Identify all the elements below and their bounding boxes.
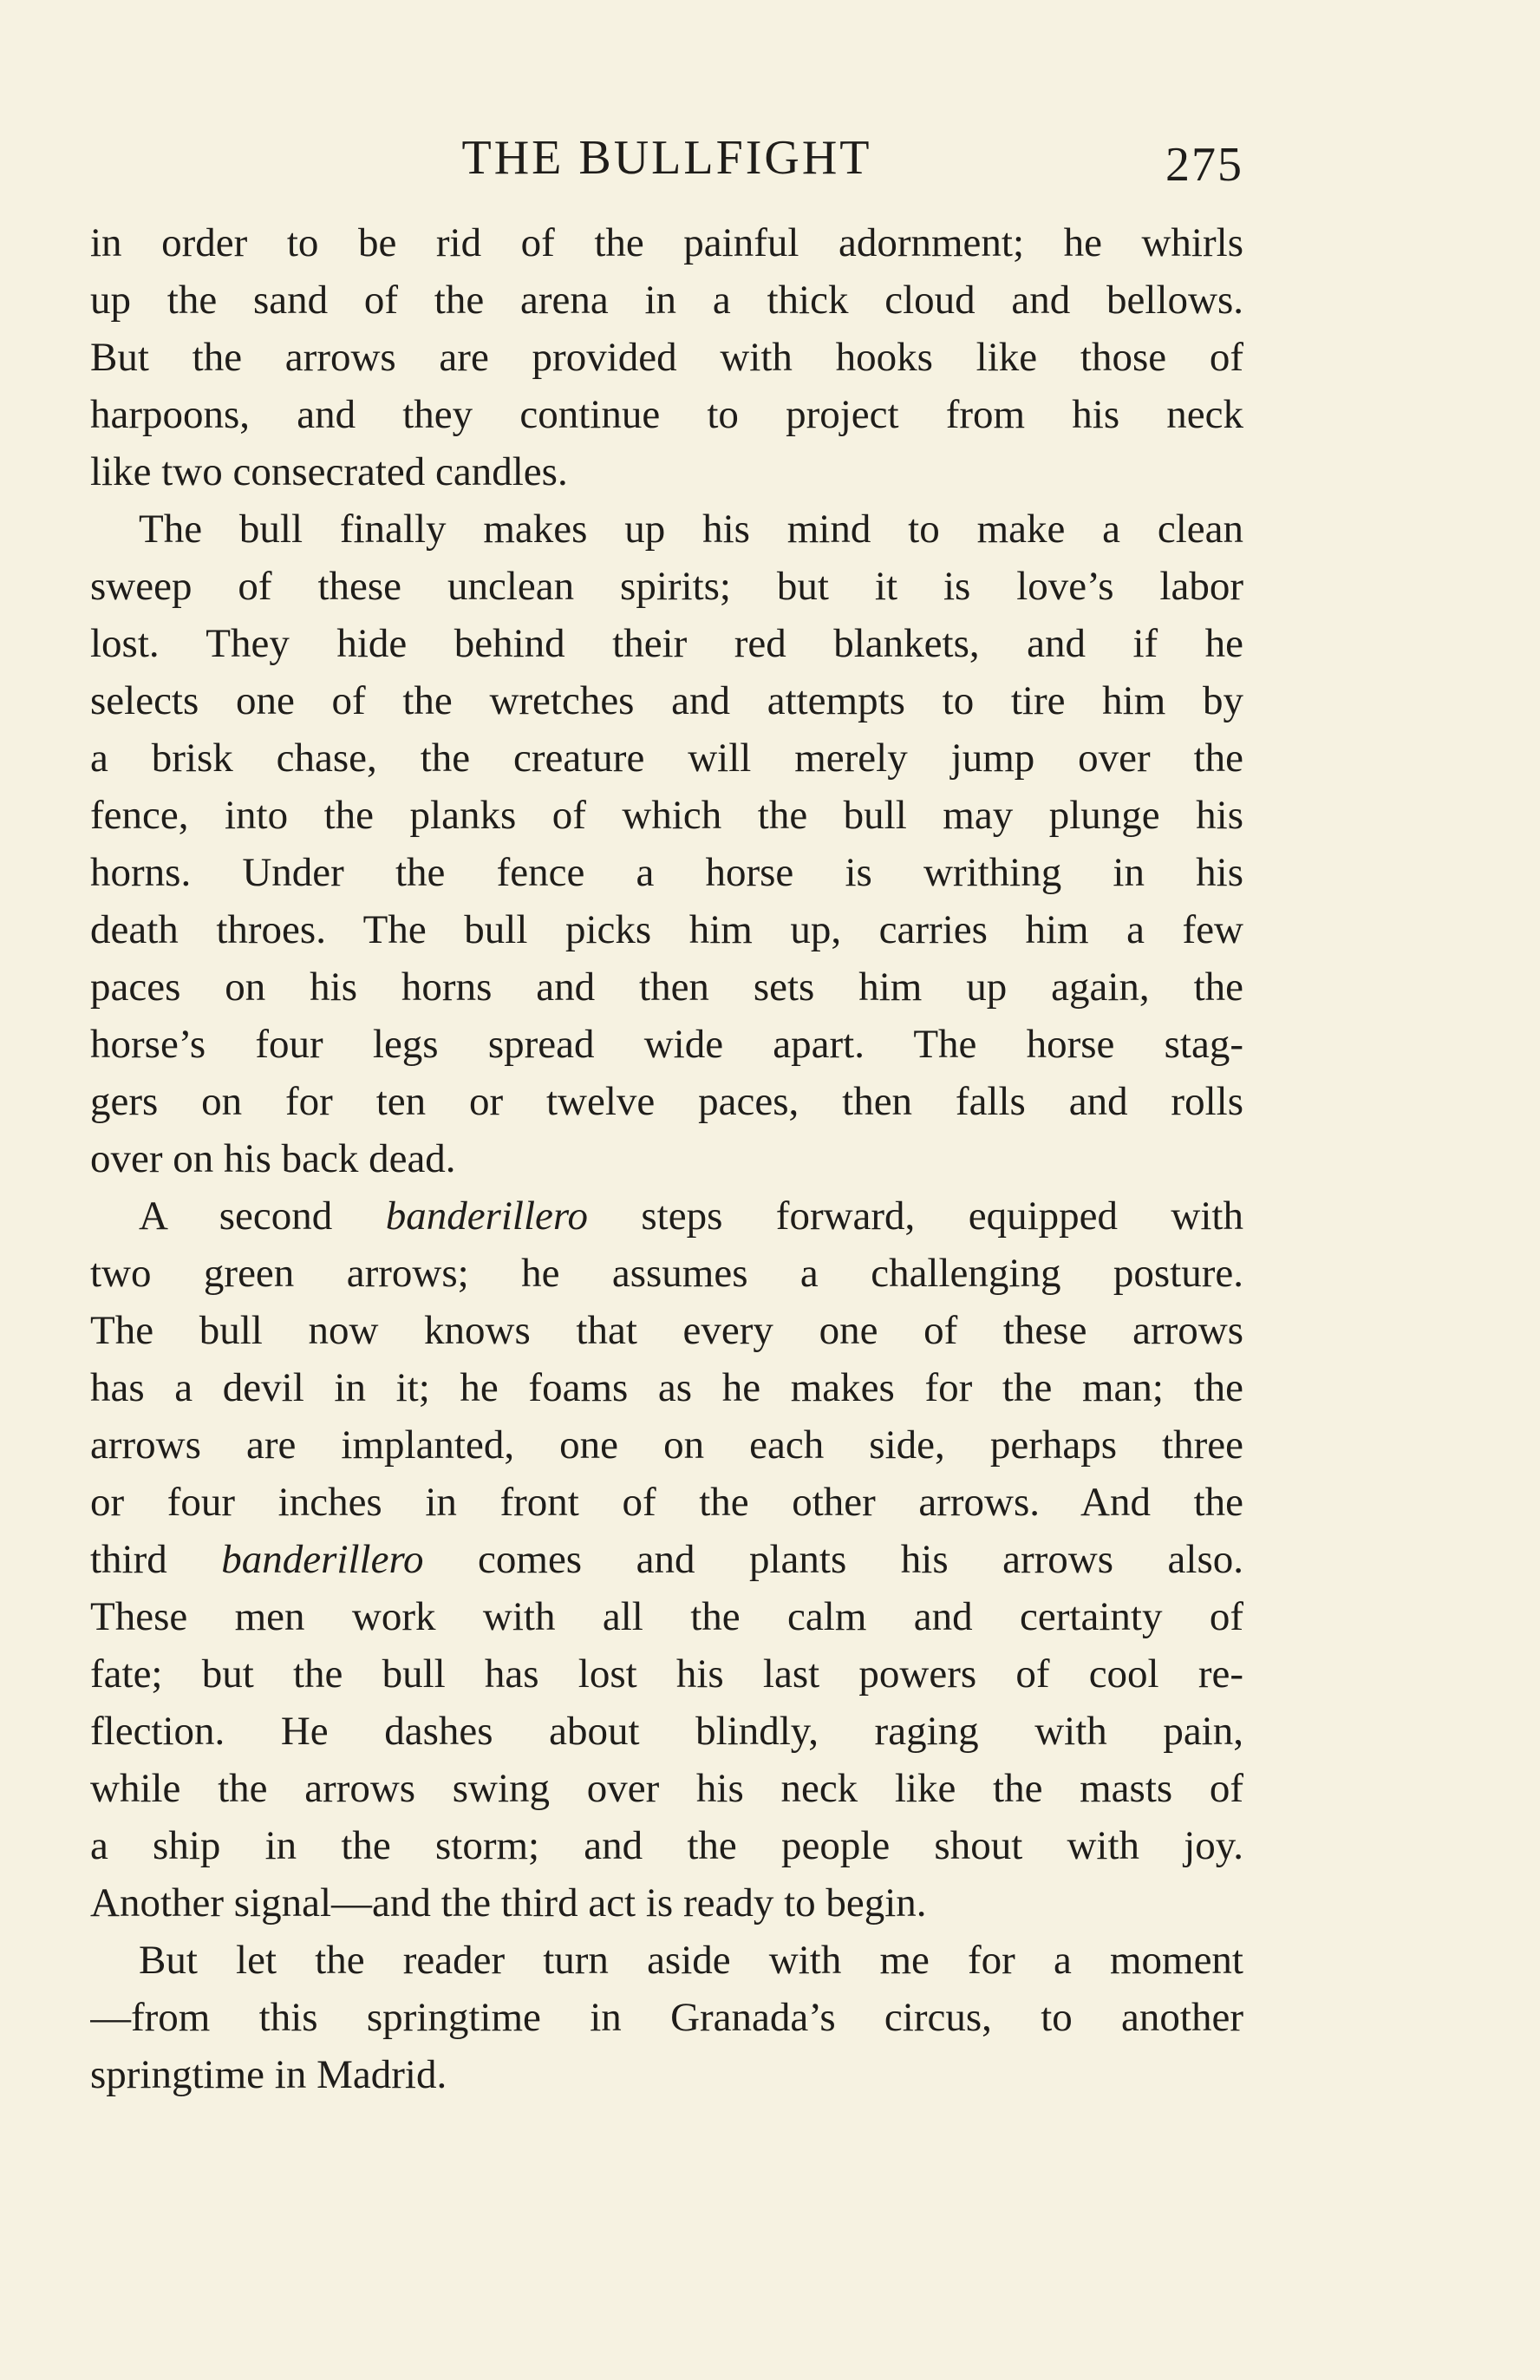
text-line: has a devil in it; he foams as he makes for the man; the — [90, 1365, 1243, 1410]
text-line: a brisk chase, the creature will merely jump over the — [90, 736, 1243, 781]
page-header — [90, 123, 1243, 193]
text-line: death throes. The bull picks him up, carries him a few — [90, 907, 1243, 952]
text-line: Another signal—and the third act is ready to begin. — [90, 1880, 927, 1926]
italic-term: banderillero — [221, 1537, 424, 1582]
text-run: A second — [139, 1193, 386, 1239]
paragraph — [90, 500, 1243, 1187]
text-line: two green arrows; he assumes a challenging posture. — [90, 1251, 1243, 1296]
text-line: But the arrows are provided with hooks like those of — [90, 335, 1243, 380]
text-line: horns. Under the fence a horse is writhing in his — [90, 850, 1243, 895]
text-line: But let the reader turn aside with me for a moment — [139, 1938, 1243, 1983]
text-line: lost. They hide behind their red blankets, and if he — [90, 621, 1243, 666]
text-line: over on his back dead. — [90, 1136, 456, 1181]
text-line: up the sand of the arena in a thick cloud and bellows. — [90, 278, 1243, 323]
text-line: flection. He dashes about blindly, raging with pain, — [90, 1709, 1243, 1754]
text-line: sweep of these unclean spirits; but it is love’s labor — [90, 564, 1243, 609]
text-line: like two consecrated candles. — [90, 449, 568, 494]
text-line: paces on his horns and then sets him up again, the — [90, 964, 1243, 1010]
text-line: selects one of the wretches and attempts to tire him by — [90, 678, 1243, 723]
page-number: 275 — [1165, 138, 1243, 192]
text-line: —from this springtime in Granada’s circus, to another — [90, 1995, 1243, 2040]
text-line: harpoons, and they continue to project from his neck — [90, 392, 1243, 437]
text-line: springtime in Madrid. — [90, 2052, 447, 2097]
text-line: fence, into the planks of which the bull may plunge his — [90, 793, 1243, 838]
running-head: THE BULLFIGHT — [461, 131, 872, 185]
text-line: The bull now knows that every one of these arrows — [90, 1308, 1243, 1353]
text-line: The bull finally makes up his mind to make a clean — [139, 507, 1243, 552]
text-run: third — [90, 1537, 222, 1582]
text-line: horse’s four legs spread wide apart. The horse stag- — [90, 1022, 1243, 1067]
text-line — [90, 1531, 1243, 1588]
text-line: a ship in the storm; and the people shout with joy. — [90, 1823, 1243, 1868]
text-line — [90, 1187, 1243, 1245]
paragraph — [90, 1187, 1243, 1932]
body-text — [90, 214, 1243, 2103]
paragraph — [90, 1932, 1243, 2103]
text-line: while the arrows swing over his neck like the masts of — [90, 1766, 1243, 1811]
text-line: arrows are implanted, one on each side, perhaps three — [90, 1422, 1243, 1468]
text-run: steps forward, equipped with — [587, 1193, 1243, 1239]
text-line: gers on for ten or twelve paces, then falls and rolls — [90, 1079, 1243, 1124]
italic-term: banderillero — [385, 1193, 588, 1239]
text-line: fate; but the bull has lost his last powers of cool re- — [90, 1651, 1243, 1697]
text-run: comes and plants his arrows also. — [423, 1537, 1243, 1582]
text-line: in order to be rid of the painful adornment; he whirls — [90, 220, 1243, 265]
text-line: or four inches in front of the other arrows. And the — [90, 1480, 1243, 1525]
text-line: These men work with all the calm and certainty of — [90, 1594, 1243, 1639]
paragraph — [90, 214, 1243, 500]
